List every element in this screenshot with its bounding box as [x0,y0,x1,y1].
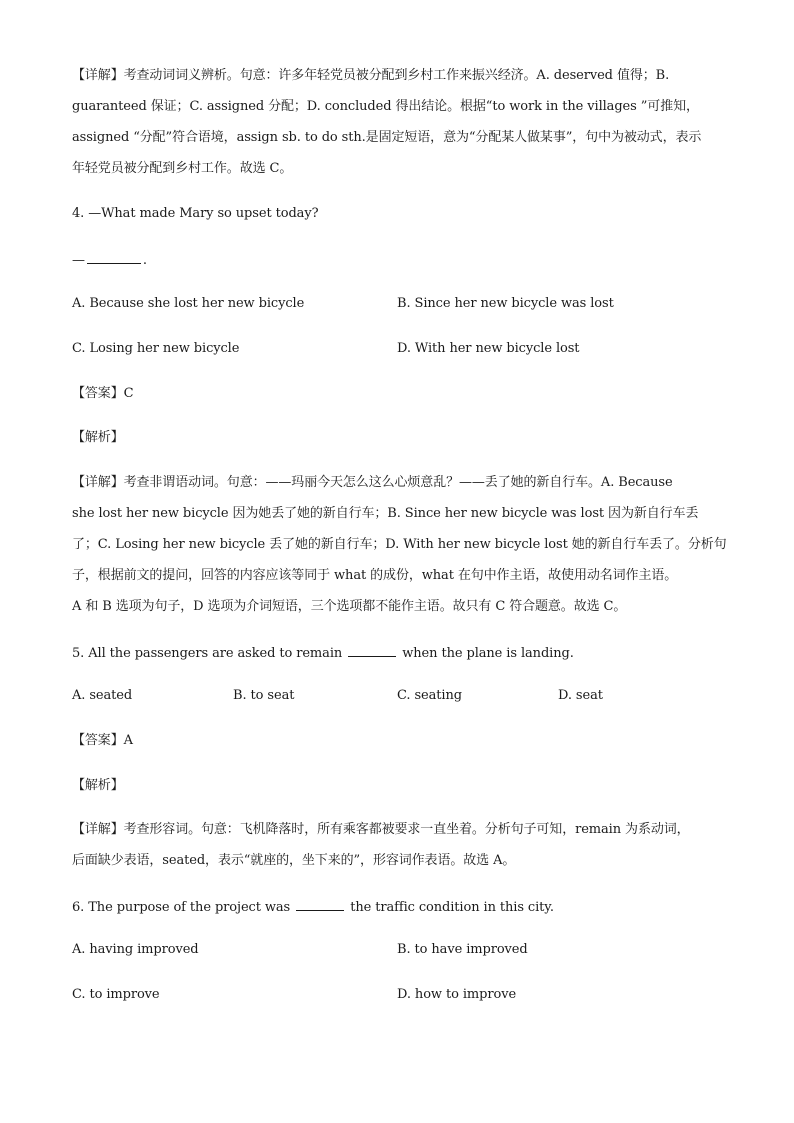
q5-option-d: D. seat [558,688,603,703]
q6-option-c: C. to improve [72,987,160,1002]
q4-detail-line-3: 了；C. Losing her new bicycle 丢了她的新自行车；D. With her new bicycle lost 她的新自行车丢了。分析句 [72,537,727,552]
q4-option-c: C. Losing her new bicycle [72,341,240,356]
q5-analysis-heading: 【解析】 [72,778,124,793]
q5-answer: 【答案】A [72,733,133,748]
q4-reply-period: . [142,253,147,268]
q6-stem [72,898,732,916]
q3-detail-line-3: assigned “分配”符合语境，assign sb. to do sth.是固定短语，意为“分配某人做某事”，句中为被动式，表示 [72,130,702,145]
q6-answer-blank [296,898,344,911]
q4-reply-dash: — [72,253,85,268]
q4-option-a: A. Because she lost her new bicycle [72,296,305,311]
q4-detail-line-5: A 和 B 选项为句子，D 选项为介词短语，三个选项都不能作主语。故只有 C 符合题意。故选 C。 [72,599,627,614]
q5-stem-after: when the plane is landing. [402,646,574,661]
q4-detail-line-1: 【详解】考查非谓语动词。句意：——玛丽今天怎么这么心烦意乱？——丢了她的新自行车。A. Because [72,475,673,490]
q4-stem: 4. —What made Mary so upset today? [72,206,319,221]
q4-detail-line-2: she lost her new bicycle 因为她丢了她的新自行车；B. Since her new bicycle was lost 因为新自行车丢 [72,506,699,521]
q5-detail-line-1: 【详解】考查形容词。句意：飞机降落时，所有乘客都被要求一直坐着。分析句子可知，remain 为系动词， [72,822,690,837]
q4-option-d: D. With her new bicycle lost [397,341,580,356]
q4-answer-blank [87,251,141,264]
q5-answer-blank [348,644,396,657]
q5-option-b: B. to seat [233,688,295,703]
q6-option-a: A. having improved [72,942,199,957]
q5-stem-before: 5. All the passengers are asked to remain [72,646,343,661]
q6-stem-before: 6. The purpose of the project was [72,900,291,915]
q5-option-a: A. seated [72,688,133,703]
q4-analysis-heading: 【解析】 [72,430,124,445]
q3-detail-line-4: 年轻党员被分配到乡村工作。故选 C。 [72,161,293,176]
q4-answer: 【答案】C [72,386,134,401]
q4-reply-line [72,251,732,269]
q4-detail-line-4: 子，根据前文的提问，回答的内容应该等同于 what 的成份，what 在句中作主语，故使用动名词作主语。 [72,568,678,583]
q5-stem [72,644,732,662]
q4-option-b: B. Since her new bicycle was lost [397,296,614,311]
q5-detail-line-2: 后面缺少表语，seated，表示“就座的，坐下来的”，形容词作表语。故选 A。 [72,853,516,868]
q3-detail-line-1: 【详解】考查动词词义辨析。句意：许多年轻党员被分配到乡村工作来振兴经济。A. deserved 值得；B. [72,68,670,83]
q6-option-b: B. to have improved [397,942,528,957]
q6-option-d: D. how to improve [397,987,517,1002]
q3-detail-line-2: guaranteed 保证；C. assigned 分配；D. concluded 得出结论。根据“to work in the villages ”可推知， [72,99,699,114]
q6-stem-after: the traffic condition in this city. [350,900,554,915]
q5-option-c: C. seating [397,688,462,703]
